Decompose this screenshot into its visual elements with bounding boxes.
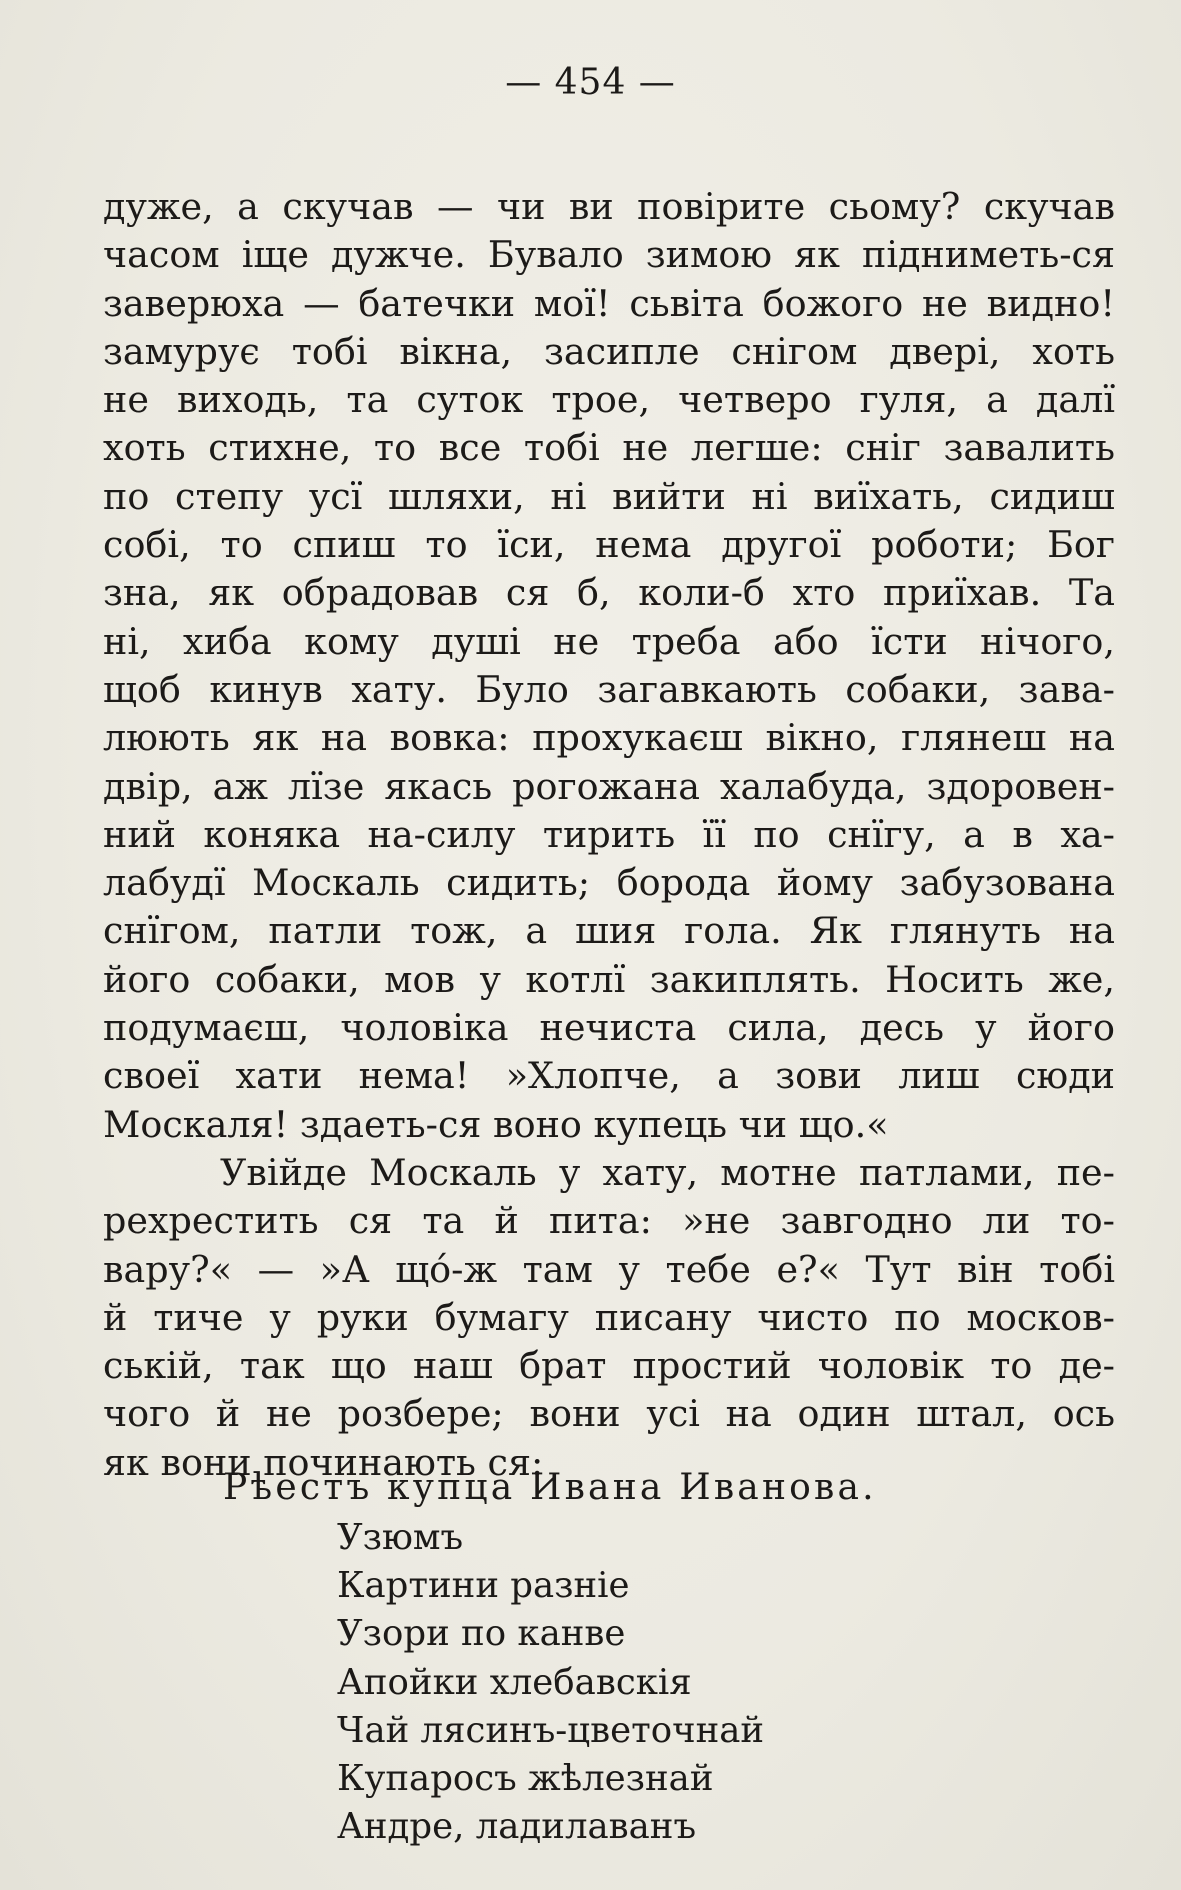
text-line: двір, аж лїзе якась рогожана халабуда, здоровен-	[103, 764, 1115, 808]
text-line: ні, хиба кому душі не треба або їсти нічого,	[103, 619, 1115, 663]
text-line: його собаки, мов у котлї закиплять. Носить же,	[103, 957, 1115, 1001]
paragraph-1	[103, 183, 1115, 1149]
list-item: Апойки хлебавскія	[337, 1661, 692, 1703]
text-line: Москаля! здаеть-ся воно купець чи що.«	[103, 1102, 889, 1146]
text-line: по степу усї шляхи, ні вийти ні виїхать, сидиш	[103, 474, 1115, 518]
text-line: чого й не розбере; вони усі на один штал, ось	[103, 1392, 1115, 1436]
text-line: зна, як обрадовав ся б, коли-б хто приїхав. Та	[103, 571, 1115, 615]
text-line: дуже, а скучав — чи ви повірите сьому? скучав	[103, 185, 1115, 228]
text-line: Увійде Москаль у хату, мотне патлами, пе-	[220, 1150, 1115, 1194]
text-line: щоб кинув хату. Було загавкають собаки, зава-	[103, 667, 1115, 711]
text-line: вару?« — »А щó-ж там у тебе е?« Тут він тобі	[103, 1247, 1115, 1291]
text-line: часом іще дужче. Бувало зимою як підниметь-ся	[103, 233, 1115, 277]
text-line: подумаєш, чоловіка нечиста сила, десь у його	[103, 1006, 1115, 1050]
text-line: собі, то спиш то їси, нема другої роботи; Бог	[103, 523, 1115, 567]
text-line: ний коняка на-силу тирить її по снїгу, а в ха-	[103, 812, 1115, 856]
text-line: лабудї Москаль сидить; борода йому забузована	[103, 861, 1115, 905]
list-item: Чай лясинъ-цветочнай	[337, 1709, 765, 1751]
text-line: заверюха — батечки мої! сьвіта божого не видно!	[103, 281, 1115, 325]
list-item: Узюмъ	[337, 1517, 464, 1558]
text-line: люють як на вовка: прохукаєш вікно, глянеш на	[103, 716, 1115, 760]
body-text	[103, 183, 1115, 1487]
text-line: не виходь, та суток трое, четверо гуля, а далї	[103, 378, 1115, 422]
paragraph-2	[103, 1149, 1115, 1487]
text-line: хоть стихне, то все тобі не легше: сніг завалить	[103, 426, 1115, 470]
text-line: рехрестить ся та й пита: »не завгодно ли то-	[103, 1199, 1115, 1243]
register-list	[337, 1514, 764, 1851]
register-title: Рѣестъ купца Ивана Иванова.	[223, 1467, 877, 1508]
text-line: як вони починають ся:	[103, 1440, 544, 1484]
text-line: своеї хати нема! »Хлопче, а зови лиш сюди	[103, 1054, 1115, 1098]
text-line: замурує тобі вікна, засипле снігом двері, хоть	[103, 329, 1115, 373]
list-item: Андре, ладилаванъ	[337, 1806, 697, 1848]
text-line: снїгом, патли тож, а шия гола. Як глянуть на	[103, 909, 1115, 953]
text-line: ській, так що наш брат простий чоловік то де-	[103, 1344, 1115, 1388]
list-item: Купаросъ жѣлезнай	[337, 1758, 714, 1800]
text-line: й тиче у руки бумагу писану чисто по москов-	[103, 1295, 1115, 1339]
page-number: — 454 —	[505, 62, 676, 103]
list-item: Картини разніе	[337, 1565, 630, 1607]
list-item: Узори по канве	[337, 1613, 626, 1655]
